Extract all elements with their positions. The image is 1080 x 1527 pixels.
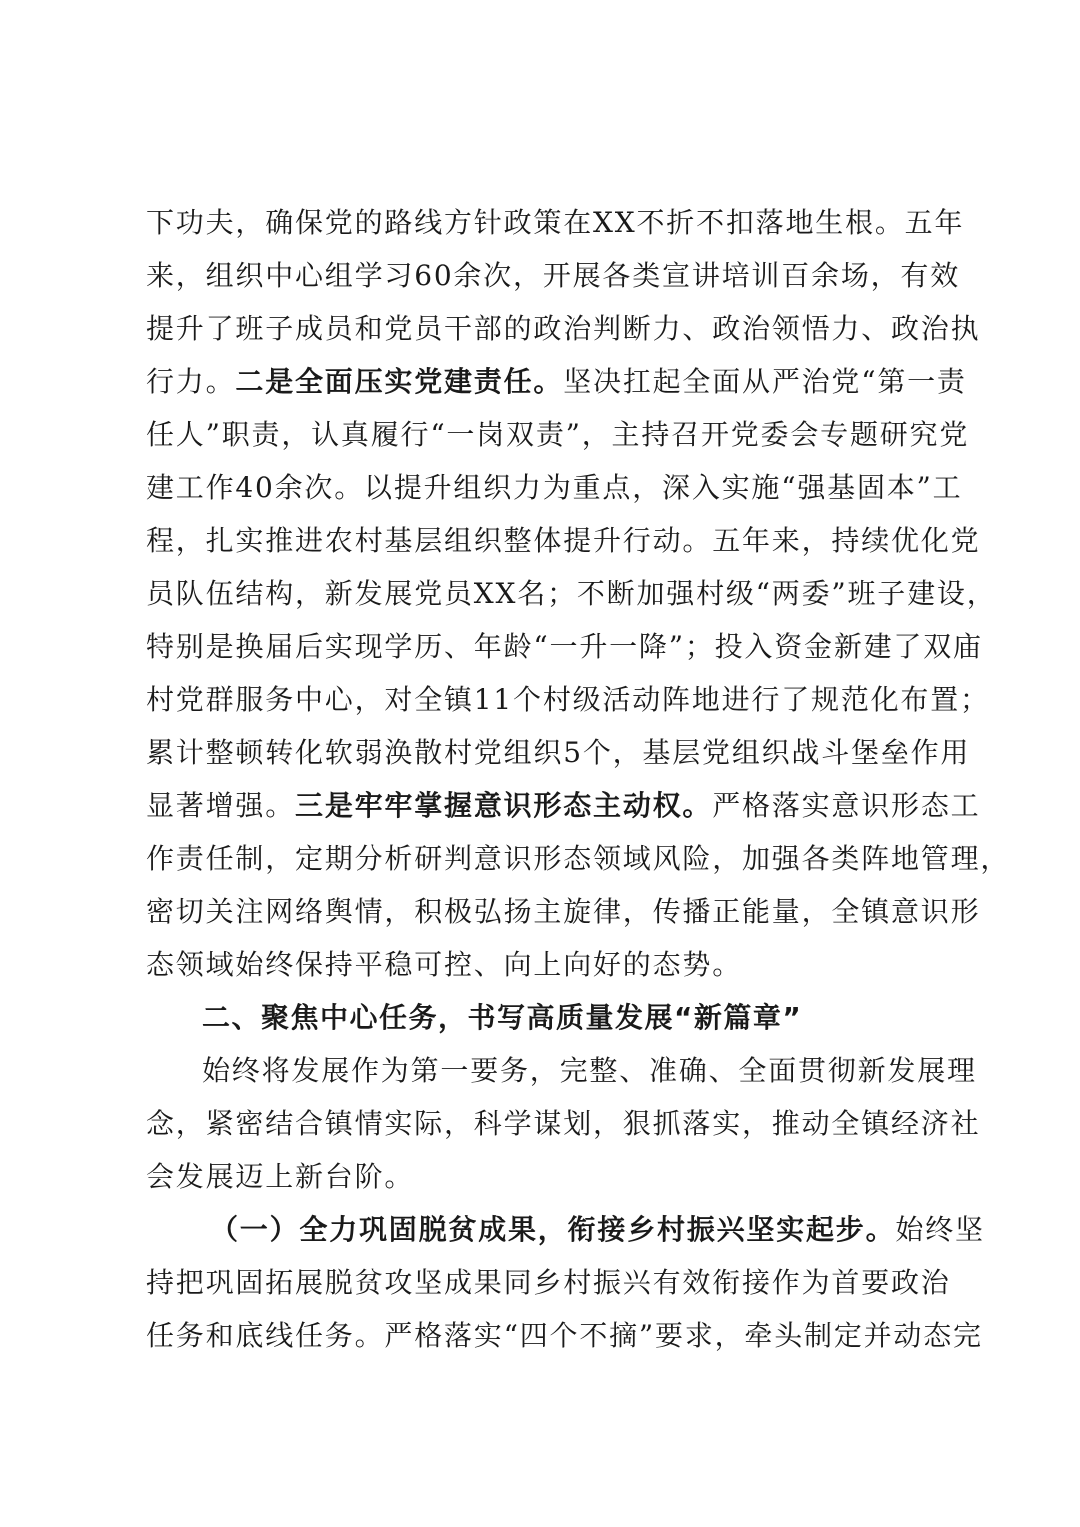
text-run: 显著增强。 [146,789,296,822]
text-line [146,302,981,355]
text-run: 任人”职责，认真履行“一岗双责”，主持召开党委会专题研究党 [146,418,970,451]
intro-line: 会发展迈上新台阶。 [146,1160,415,1193]
text-line [146,408,970,461]
text-run: 提升了班子成员和党员干部的政治判断力、政治领悟力、政治执 [146,312,981,345]
text-run: 员队伍结构，新发展党员XX名；不断加强村级“两委”班子建设， [146,577,997,610]
text-line [146,885,981,938]
bold-lead-phrase: 三是牢牢掌握意识形态主动权。 [295,789,713,822]
text-line [146,355,967,408]
text-run: 下功夫，确保党的路线方针政策在XX不折不扣落地生根。五年 [146,206,965,239]
text-run: 特别是换届后实现学历、年龄“一升一降”；投入资金新建了双庙 [146,630,983,663]
text-line [146,620,983,673]
text-line: 任务和底线任务。严格落实“四个不摘”要求，牵头制定并动态完 [146,1319,983,1352]
intro-line: 始终将发展作为第一要务，完整、准确、全面贯彻新发展理 [202,1054,977,1087]
text-run: 行力。 [146,365,236,398]
text-line [146,673,990,726]
text-run: 密切关注网络舆情，积极弘扬主旋律，传播正能量，全镇意识形 [146,895,981,928]
text-run: 建工作40余次。以提升组织力为重点，深入实施“强基固本”工 [146,471,963,504]
text-line [146,832,1011,885]
text-line [146,514,981,567]
text-line [146,461,963,514]
text-run: 严格落实意识形态工 [712,789,981,822]
text-line [146,726,971,779]
bold-lead-phrase: 二是全面压实党建责任。 [235,365,564,398]
document-body [146,196,1011,1362]
text-line [146,779,981,832]
intro-line: 念，紧密结合镇情实际，科学谋划，狠抓落实，推动全镇经济社 [146,1107,981,1140]
text-line: 持把巩固拓展脱贫攻坚成果同乡村振兴有效衔接作为首要政治 [146,1266,951,1299]
text-run: 程，扎实推进农村基层组织整体提升行动。五年来，持续优化党 [146,524,981,557]
text-run: 始终坚 [895,1213,985,1246]
text-run: 态领域始终保持平稳可控、向上向好的态势。 [146,948,743,981]
text-line [146,567,997,620]
text-run: 坚决扛起全面从严治党“第一责 [563,365,967,398]
text-run: 来，组织中心组学习60余次，开展各类宣讲培训百余场，有效 [146,259,961,292]
text-line [146,249,961,302]
section-heading: 二、聚焦中心任务，书写高质量发展“新篇章” [202,1001,803,1034]
subsection-first-line [146,1203,985,1256]
text-run: 村党群服务中心，对全镇11个村级活动阵地进行了规范化布置； [146,683,990,716]
text-run: 作责任制，定期分析研判意识形态领域风险，加强各类阵地管理， [146,842,1011,875]
text-line [146,938,946,991]
text-line [146,196,965,249]
subsection-title: （一）全力巩固脱贫成果，衔接乡村振兴坚实起步。 [210,1213,896,1246]
text-run: 累计整顿转化软弱涣散村党组织5个，基层党组织战斗堡垒作用 [146,736,971,769]
